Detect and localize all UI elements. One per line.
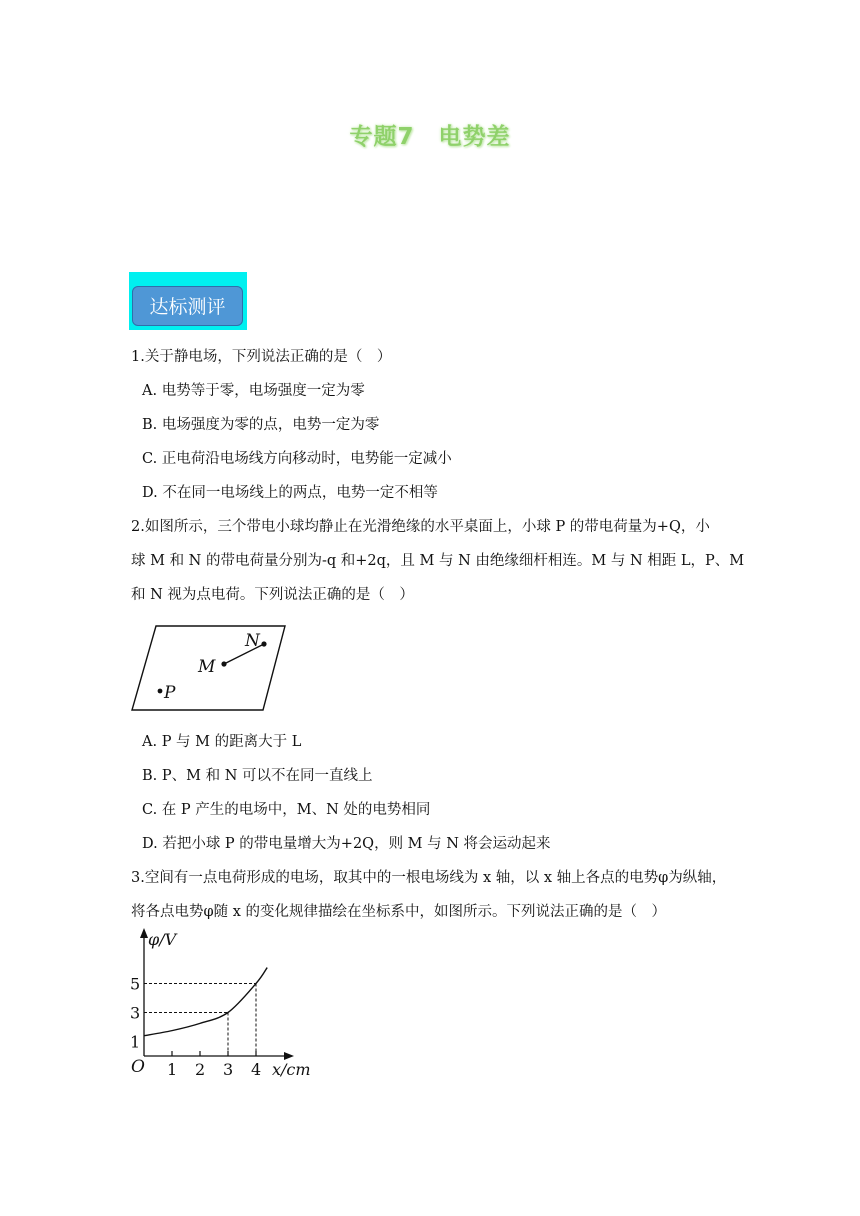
- ball-n: [261, 641, 266, 646]
- document-title: 专题7 电势差: [349, 124, 511, 150]
- question-2-stem-line-1: 2.如图所示，三个带电小球均静止在光滑绝缘的水平桌面上，小球 P 的带电荷量为+Q，小: [131, 519, 710, 535]
- potential-vs-x-chart: [126, 924, 326, 1082]
- question-1-option-d: D. 不在同一电场线上的两点，电势一定不相等: [142, 485, 438, 501]
- x-axis-arrow: [284, 1052, 294, 1060]
- y-axis-arrow: [140, 928, 148, 938]
- ball-p: [158, 689, 163, 694]
- y-tick-label: 1: [130, 1032, 141, 1052]
- x-tick-label: 4: [251, 1060, 262, 1079]
- y-axis-label: φ/V: [148, 930, 177, 949]
- question-1-option-c: C. 正电荷沿电场线方向移动时，电势能一定减小: [142, 451, 452, 467]
- y-tick-label: 3: [130, 1003, 141, 1023]
- question-3-stem-line-2: 将各点电势φ随 x 的变化规律描绘在坐标系中，如图所示。下列说法正确的是（ ）: [131, 904, 667, 920]
- label-p: P: [164, 683, 176, 703]
- series-line: [144, 968, 267, 1036]
- x-tick-label: 1: [167, 1060, 178, 1079]
- section-badge: 达标测评: [132, 286, 243, 326]
- label-m: M: [198, 657, 216, 677]
- x-axis-label: x/cm: [272, 1060, 311, 1079]
- charges-on-table-figure: [128, 620, 292, 714]
- question-2-option-d: D. 若把小球 P 的带电量增大为+2Q，则 M 与 N 将会运动起来: [142, 836, 551, 852]
- question-1-stem: 1.关于静电场，下列说法正确的是（ ）: [131, 349, 392, 365]
- question-2-option-a: A. P 与 M 的距离大于 L: [142, 734, 302, 750]
- x-tick-label: 3: [223, 1060, 234, 1079]
- question-1-option-a: A. 电势等于零，电场强度一定为零: [142, 383, 365, 399]
- question-1-option-b: B. 电场强度为零的点，电势一定为零: [142, 417, 380, 433]
- question-2-option-b: B. P、M 和 N 可以不在同一直线上: [142, 768, 373, 784]
- x-tick-label: 2: [195, 1060, 206, 1079]
- question-2-option-c: C. 在 P 产生的电场中，M、N 处的电势相同: [142, 802, 431, 818]
- label-n: N: [245, 631, 260, 651]
- origin-label: O: [131, 1057, 145, 1077]
- question-2-stem-line-2: 球 M 和 N 的带电荷量分别为-q 和+2q，且 M 与 N 由绝缘细杆相连。M 与 N 相距 L，P、M: [131, 553, 745, 569]
- question-2-stem-line-3: 和 N 视为点电荷。下列说法正确的是（ ）: [131, 587, 414, 603]
- y-tick-label: 5: [130, 974, 141, 994]
- section-badge-frame: [129, 272, 247, 330]
- question-3-stem-line-1: 3.空间有一点电荷形成的电场，取其中的一根电场线为 x 轴，以 x 轴上各点的电势φ为纵轴，: [131, 870, 727, 886]
- ball-m: [221, 661, 226, 666]
